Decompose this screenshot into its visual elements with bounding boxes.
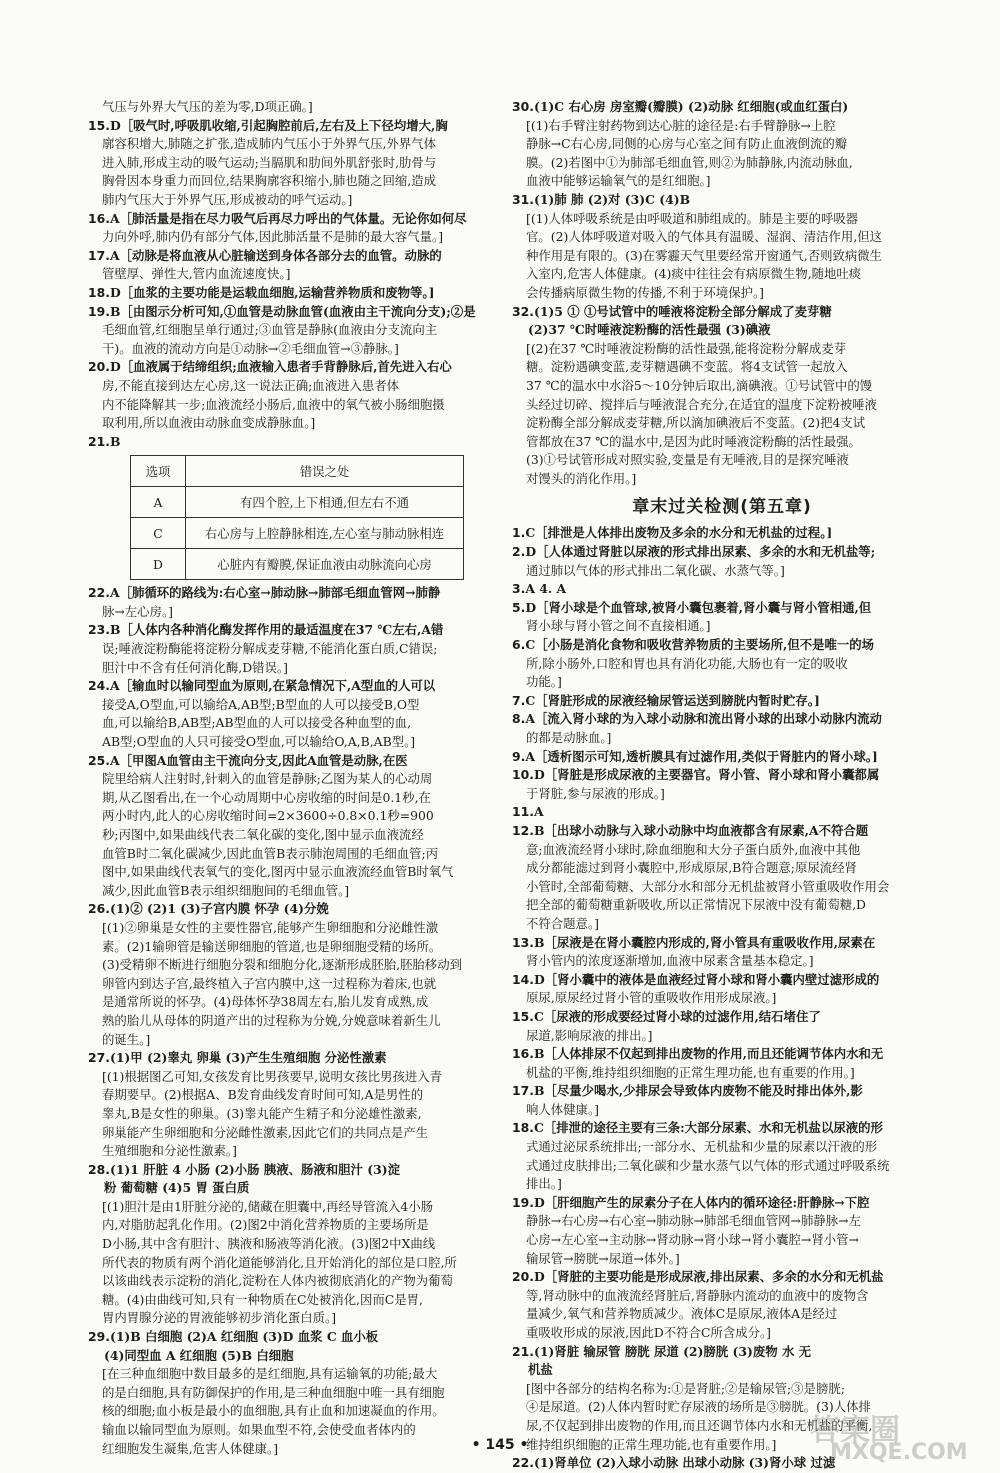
explanation-line: 卵管内到达子宫,最终植入子宫内膜中,这一过程称为着床,也就 [102,975,436,991]
explanation-line: 入室内,危害人体健康。(4)痰中往往会有病原微生物,随地吐痰 [526,266,862,282]
explanation-line: 机盐的平衡,维持组织细胞的正常生理功能,也有重要的作用。] [526,1064,855,1080]
table-cell: 有四个腔,上下相通,但左右不通 [186,487,464,518]
explanation-line: 核的细胞;血小板是最小的血细胞,具有止血和加速凝血的作用。 [102,1403,445,1419]
question-number: 26. [88,901,110,917]
answer-line [88,677,500,696]
explanation-line: 廓容积增大,肺随之扩张,造成肺内气压小于外界气压,外界气体 [102,136,436,152]
explanation-line: 干)。血液的流动方向是①动脉→②毛细血管→③静脉。] [102,340,399,356]
answer-text: (2)37 ℃时唾液淀粉酶的活性最强 (3)碘液 [528,322,771,338]
question-number: 5. [512,599,526,615]
explanation-line: 管都放在37 ℃的温水中,是因为此时唾液淀粉酶的活性最强。 [526,433,861,449]
answer-line [512,1268,932,1287]
explanation-line: 胃内胃腺分泌的胃液能够初步消化蛋白质。] [102,1310,337,1326]
answer-line [88,1347,500,1366]
explanation-line: ④是尿道。(2)人体内暂时贮存尿液的场所是③膀胱。(3)人体排 [526,1399,871,1415]
answer-text: C［尿液的形成要经过肾小球的过滤作用,结石堵住了 [533,1008,821,1024]
question-number: 25. [88,752,110,768]
explanation-line: 淀粉酶全部分解成麦芽糖,所以滴加碘液后不变蓝。(2)把4支试 [526,415,866,431]
explanation-line: 胆汁中不含有任何消化酶,D错误。] [102,659,288,675]
question-number: 19. [88,303,110,319]
explanation-line: 输尿管→膀胱→尿道→体外。] [526,1250,680,1266]
explanation-line: 式通过泌尿系统排出;一部分水、无机盐和少量的尿素以汗液的形 [526,1139,878,1155]
explanation-line: 糖。淀粉遇碘变蓝,麦芽糖遇碘不变蓝。将4支试管一起放入 [526,359,848,375]
table-row [131,518,464,549]
question-number: 9. [512,748,526,764]
explanation-line: (3)受精卵不断进行细胞分裂和细胞分化,逐渐形成胚胎,胚胎移动到 [102,957,462,973]
question-number: 1. [512,525,526,541]
table-cell: C [131,518,186,549]
answer-text: B［尽量少喝水,少排尿会导致体内废物不能及时排出体外,影 [533,1083,863,1099]
explanation-line: 官。(2)人体呼吸道对吸入的气体具有温暖、湿润、清洁作用,但这 [526,229,883,245]
answer-line [88,621,500,640]
answer-text: (1)5 ① ①号试管中的唾液将淀粉全部分解成了麦芽糖 [533,303,832,319]
explanation-line: [(1)人体呼吸系统是由呼吸道和肺组成的。肺是主要的呼吸器 [526,210,859,226]
question-number: 21. [88,433,110,449]
answer-line [88,284,500,303]
answer-text: B [109,433,121,449]
explanation-line: [(1)右手臂注射药物到达心脏的途径是:右手臂静脉→上腔 [526,117,836,133]
answer-text: (1)肺 肺 (2)对 (3)C (4)B [533,191,691,207]
answer-text: A［肺循环的路线为:右心室→肺动脉→肺部毛细血管网→肺静 [109,585,441,601]
answer-line [88,210,500,229]
answer-line [512,1008,932,1027]
answer-line [512,803,932,822]
explanation-line: 不符合题意。] [526,915,599,931]
table-cell: D [131,549,186,580]
answer-text: D［肾小囊中的液体是血液经过肾小球和肾小囊内壁过滤形成的 [533,971,880,987]
question-number: 23. [88,622,110,638]
explanation-line: 进入肺,形成主动的吸气运动;当膈肌和肋间外肌舒张时,肋骨与 [102,154,437,170]
answer-line [512,543,932,562]
answer-line [512,934,932,953]
answer-line [512,1194,932,1213]
question-number: 16. [512,1046,534,1062]
answer-text: A [533,804,544,820]
question-number: 18. [88,284,110,300]
question-number: 8. [512,711,526,727]
question-number: 20. [512,1269,534,1285]
answer-text: D［人体通过肾脏以尿液的形式排出尿素、多余的水和无机盐等; [525,544,876,560]
question-number: 14. [512,971,534,987]
explanation-line: 接受A,O型血,可以输给A,AB型;B型血的人可以接受B,O型 [102,696,420,712]
left-column [88,98,500,1458]
table-header-cell: 错误之处 [186,456,464,487]
answer-text: (1)肾单位 (2)入球小动脉 出球小动脉 (3)肾小球 过滤 [533,1455,836,1471]
explanation-line: 肾小球与肾小管之间不直接相通。] [526,618,711,634]
explanation-line: 头经过切碎、搅拌后与唾液混合充分,在适宜的温度下淀粉被唾液 [526,396,877,412]
answer-line [88,247,500,266]
answer-line [88,1161,500,1180]
explanation-line: 内,对脂肪起乳化作用。(2)图2中消化营养物质的主要场所是 [102,1217,429,1233]
explanation-line: 式通过皮肤排出;二氧化碳和少量水蒸气以气体的形式通过呼吸系统 [526,1157,890,1173]
question-number: 22. [88,585,110,601]
answer-text: (1)② (2)1 (3)子宫内膜 怀孕 (4)分娩 [109,901,329,917]
explanation-line: 是通常所说的怀孕。(4)母体怀孕38周左右,胎儿发育成熟,成 [102,994,429,1010]
answer-text: (1)肾脏 输尿管 膀胱 尿道 (2)膀胱 (3)废物 水 无 [533,1343,812,1359]
answer-line [88,900,500,919]
answer-text: B［人体排尿不仅起到排出废物的作用,而且还能调节体内水和无 [533,1046,884,1062]
answer-line [88,1179,500,1198]
explanation-line: 响人体健康。] [526,1101,599,1117]
answer-text: B［尿液是在肾小囊腔内形成的,肾小管具有重吸收作用,尿素在 [533,934,876,950]
page-number: • 145 • [471,1437,529,1453]
question-number: 10. [512,767,534,783]
explanation-line: 37 ℃的温水中水浴5～10分钟后取出,滴碘液。①号试管中的馒 [526,377,873,393]
explanation-line: 输血以输同型血为原则。如果血型不符,会使受血者体内的 [102,1422,416,1437]
answer-line [88,1049,500,1068]
watermark-url: MXQE.COM [830,1440,968,1465]
answer-21-table [130,455,464,580]
answer-line [512,748,932,767]
answer-text: B［人体内各种消化酶发挥作用的最适温度在37 ℃左右,A错 [109,622,444,638]
table-row [131,487,464,518]
question-number: 12. [512,822,534,838]
answer-line [88,752,500,771]
explanation-line: 心房→左心室→主动脉→肾动脉→肾小球→肾小囊腔→肾小管→ [526,1232,859,1248]
answer-text: C［小肠是消化食物和吸收营养物质的主要场所,但不是唯一的场 [525,637,875,653]
question-number: 20. [88,359,110,375]
question-number: 17. [512,1083,534,1099]
table-cell: 右心房与上腔静脉相连,左心室与肺动脉相连 [186,518,464,549]
explanation-line: 会传播病原微生物的传播,不利于环境保护。] [526,284,764,300]
question-number: 21. [512,1343,534,1359]
answer-text: C［肾脏形成的尿液经输尿管运送到膀胱内暂时贮存。] [525,692,820,708]
explanation-line: 脉→左心房。] [102,603,173,619]
question-number: 27. [88,1050,110,1066]
explanation-line: 小管时,全部葡萄糖、大部分水和部分无机盐被肾小管重吸收作用会 [526,878,890,894]
question-number: 2. [512,544,526,560]
question-number: 7. [512,692,526,708]
table-row [131,549,464,580]
question-number: 6. [512,637,526,653]
explanation-line: 素。(2)1输卵管是输送卵细胞的管道,也是卵细胞受精的场所。 [102,938,442,954]
answer-text: D［肾小球是个血管球,被肾小囊包裹着,肾小囊与肾小管相通,但 [525,599,872,615]
explanation-line: 血,可以输给B,AB型;AB型血的人可以接受各种血型的血, [102,715,412,731]
answer-text: D［血浆的主要功能是运载血细胞,运输营养物质和废物等。] [109,284,435,300]
explanation-line: 重吸收形成的尿液,因此D不符合C所含成分。] [526,1325,772,1340]
explanation-line: [在三种血细胞中数目最多的是红细胞,具有运输氧的功能;最大 [102,1366,438,1382]
answer-line [512,822,932,841]
answer-text: D［肝细胞产生的尿素分子在人体内的循环途径:肝静脉→下腔 [533,1194,870,1210]
explanation-line: 秒;丙图中,如果曲线代表二氧化碳的变化,图中显示血液流经 [102,827,424,842]
answer-text: (1)B 白细胞 (2)A 红细胞 (3)D 血浆 C 血小板 [109,1329,379,1345]
answer-line [512,692,932,711]
explanation-line: [(1)②卵巢是女性的主要性器官,能够产生卵细胞和分泌雌性激 [102,919,439,935]
table-cell: 心脏内有瓣膜,保证血液由动脉流向心房 [186,549,464,580]
explanation-line: 等,肾动脉中的血液流经肾脏后,肾静脉内流动的血液中的废物含 [526,1287,869,1303]
explanation-line: 糖。(4)由曲线可知,只有一种物质在C处被消化,因而C是胃, [102,1291,423,1307]
explanation-line: 减少,因此血管B表示组织细胞间的毛细血管。] [102,882,350,898]
explanation-line: (3)①号试管形成对照实验,变量是有无唾液,目的是探究唾液 [526,452,849,468]
answer-text: (1)甲 (2)睾丸 卵巢 (3)产生生殖细胞 分泌性激素 [109,1050,387,1066]
answer-line [88,358,500,377]
explanation-line: 房,不能直接到达左心房,这一说法正确;血液进入患者体 [102,377,400,393]
explanation-line: 静脉→C右心房,同侧的心房与心室之间有防止血液倒流的瓣 [526,136,848,152]
question-number: 32. [512,303,534,319]
answer-text: (4)同型血 A 红细胞 (5)B 白细胞 [104,1347,294,1363]
question-number: 15. [88,117,110,133]
question-number: 15. [512,1008,534,1024]
explanation-line: 以该曲线表示淀粉的消化,淀粉在人体内被彻底消化的产物为葡萄 [102,1273,453,1289]
explanation-line: 误;唾液淀粉酶能将淀粉分解成麦芽糖,不能消化蛋白质,C错误; [102,641,438,657]
explanation-line: 毛细血管,红细胞呈单行通过;③血管是静脉(血液由分支流向主 [102,322,438,338]
explanation-line: 的是白细胞,具有防御保护的作用,是三种血细胞中唯一具有细胞 [102,1384,445,1400]
explanation-line: 肾小管内的浓度逐渐增加,血液中尿素含量基本稳定。] [526,953,814,969]
watermark-logo: 答案圈 [810,1413,900,1448]
explanation-line: 两小时内,此人的心房收缩时间=2×3600÷0.8×0.1秒=900 [102,808,434,824]
explanation-line: 意;血液流经肾小球时,除血细胞和大分子蛋白质外,血液中其他 [526,841,861,857]
explanation-line: 尿,不仅起到排出废物的作用,而且还调节体内水和无机盐的平衡, [526,1417,873,1433]
question-number: 11. [512,804,534,820]
explanation-line: 成分都能滤过到肾小囊腔中,形成原尿,B符合题意;原尿流经肾 [526,860,857,876]
answer-line [88,1328,500,1347]
answer-text: D［肾脏是形成尿液的主要器官。肾小管、肾小球和肾小囊都属 [533,767,880,783]
explanation-line: AB型;O型血的人只可接受O型血,可以输给O,A,B,AB型。] [102,734,416,750]
explanation-line: 红细胞发生凝集,危害人体健康。] [102,1440,279,1456]
answer-line [512,191,932,210]
explanation-line: 的都是动脉血。] [526,730,612,745]
explanation-line: 睾丸,B是女性的卵巢。(3)睾丸能产生精子和分泌雄性激素, [102,1105,422,1121]
answer-line [512,766,932,785]
table-cell: A [131,487,186,518]
answer-line [512,636,932,655]
explanation-line: 排出。] [526,1176,562,1192]
answer-text: A［动脉是将血液从心脏输送到身体各部分去的血管。动脉的 [109,247,442,263]
explanation-line: 生殖细胞和分泌性激素。] [102,1143,237,1159]
question-number: 28. [88,1161,110,1177]
explanation-line: 对馒头的消化作用。] [526,470,637,486]
question-number: 24. [88,678,110,694]
explanation-line: 肺内气压大于外界气压,形成被动的呼气运动。] [102,191,353,207]
answer-text: C［排泄是人体排出废物及多余的水分和无机盐的过程。] [525,525,833,541]
answer-line [512,1045,932,1064]
section-title: 章末过关检测(第五章) [632,497,812,518]
answer-line [512,599,932,618]
explanation-line: 于肾脏,参与尿液的形成。] [526,785,665,801]
answer-line [512,971,932,990]
answer-line [512,98,932,117]
answer-line [88,433,500,452]
explanation-line: 血管B时二氧化碳减少,因此血管B表示肺泡周围的毛细血管;丙 [102,845,439,861]
explanation-line: 图中,如果曲线代表氧气的变化,图丙中显示血液流经血管B时氧气 [102,864,454,880]
answer-text: C［排泄的途径主要有三条:大部分尿素、水和无机盐以尿液的形 [533,1120,883,1136]
question-number: 22. [512,1455,534,1471]
question-number: 17. [88,247,110,263]
answer-line [512,1082,932,1101]
question-number: 29. [88,1329,110,1345]
answer-text: 粉 葡萄糖 (4)5 胃 蛋白质 [104,1180,250,1196]
answer-text: D［吸气时,呼吸肌收缩,引起胸腔前后,左右及上下径均增大,胸 [109,117,448,133]
question-number: 3. [512,581,526,597]
answer-text: A［甲图A血管由主干流向分支,因此A血管是动脉,在医 [109,752,408,768]
answer-line [512,524,932,543]
answer-line [88,303,500,322]
explanation-line: 胸骨因本身重力而回位,结果胸廓容积缩小,肺也随之回缩,造成 [102,173,436,189]
answer-line [512,580,932,599]
answer-text: 机盐 [528,1362,553,1378]
question-number: 19. [512,1194,534,1210]
answer-line [88,584,500,603]
explanation-line: 熟的胎儿从母体的阴道产出的过程称为分娩,分娩意味着新生儿 [102,1012,441,1028]
explanation-line: 功能。] [526,674,562,690]
explanation-line: 力向外呼,肺内仍有部分气体,因此肺活量不是肺的最大容气量。] [102,229,444,245]
explanation-line: 通过肺以气体的形式排出二氧化碳、水蒸气等。] [526,562,785,578]
explanation-line: 院里给病人注射时,针刺入的血管是静脉;乙图为某人的心动周 [102,771,433,787]
explanation-line: 卵巢能产生卵细胞和分泌雌性激素,因此它们的共同点是产生 [102,1124,429,1140]
table-header-cell: 选项 [131,456,186,487]
answer-text: A［透析图示可知,透析膜具有过滤作用,类似于肾脏内的肾小球。] [525,748,878,764]
answer-text: (1)C 右心房 房室瓣(瓣膜) (2)动脉 红细胞(或血红蛋白) [533,99,849,114]
question-number: 16. [88,210,110,226]
answer-line [512,1343,932,1362]
answer-line [512,321,932,340]
explanation-line: 静脉→右心房→右心室→肺动脉→肺部毛细血管网→肺静脉→左 [526,1213,861,1229]
answer-text: D［血液属于结缔组织;血液输入患者手背静脉后,首先进入右心 [109,359,452,375]
explanation-line: 把全部的葡萄糖重新吸收,所以正常情况下尿液中没有葡萄糖,D [526,897,866,913]
answer-text: A［输血时以输同型血为原则,在紧急情况下,A型血的人可以 [109,678,436,694]
explanation-line: 的诞生。] [102,1031,151,1047]
explanation-line: 血液中能够运输氧气的是红细胞。] [526,173,711,189]
answer-line [512,710,932,729]
explanation-line: 取利用,所以血液由动脉血变成静脉血。] [102,415,316,431]
explanation-line: 期,从乙图看出,在一个心动周期中心房收缩的时间是0.1秒,在 [102,789,431,805]
explanation-line: 内不能降解其一步;血液流经小肠后,血液中的氧气被小肠细胞摄 [102,396,445,412]
explanation-line: 尿道,影响尿液的排出。] [526,1027,653,1043]
explanation-line: [图中各部分的结构名称为:①是肾脏;②是输尿管;③是膀胱; [526,1380,845,1396]
explanation-line: 原尿,原尿经过肾小管的重吸收作用形成尿液。] [526,990,777,1006]
answer-line [88,117,500,136]
explanation-line: [(1)胆汁是由1肝脏分泌的,储藏在胆囊中,再经导管流入4小肠 [102,1198,434,1214]
explanation-line: 量减少,氧气和营养物质减少。液体C是原尿,液体A是经过 [526,1306,838,1322]
explanation-line: 所,除小肠外,口腔和胃也具有消化功能,大肠也有一定的吸收 [526,655,848,671]
question-number: 13. [512,934,534,950]
answer-text: (1)1 肝脏 4 小肠 (2)小肠 胰液、肠液和胆汁 (3)淀 [109,1161,400,1177]
answer-text: B［由图示分析可知,①血管是动脉血管(血液由主干流向分支);②是 [109,303,476,319]
answer-text: D［肾脏的主要功能是形成尿液,排出尿素、多余的水分和无机盐 [533,1269,884,1285]
answer-line [512,303,932,322]
answer-text: A 4. A [525,581,567,597]
explanation-line: [(2)在37 ℃时唾液淀粉酶的活性最强,能将淀粉分解成麦芽 [526,340,847,356]
answer-text: B［出球小动脉与入球小动脉中均血液都含有尿素,A不符合题 [533,822,869,838]
explanation-line: 春期要早。(2)根据A、B发育曲线发育时间可知,A是男性的 [102,1087,424,1103]
answer-line [512,1361,932,1380]
question-number: 31. [512,191,534,207]
question-number: 30. [512,99,534,114]
explanation-line: 种作用是有限的。(3)在雾霾天气里要经常开窗通气,否则致病微生 [526,247,883,263]
explanation-line: [(1)根据图乙可知,女孩发育比男孩要早,说明女孩比男孩进入青 [102,1068,443,1084]
explanation-line: 维持组织细胞的正常生理功能,也有重要作用。] [526,1436,777,1452]
explanation-line: 膜。(2)若图中①为肺部毛细血管,则②为肺静脉,内流动脉血, [526,154,853,170]
explanation-line: D小肠,其中含有胆汁、胰液和肠液等消化液。(3)图2中X曲线 [102,1236,436,1252]
explanation-line: 管壁厚、弹性大,管内血流速度快。] [102,266,291,282]
answer-line [512,1119,932,1138]
right-column [512,98,932,1473]
explanation-line: 气压与外界大气压的差为零,D项正确。] [102,99,313,114]
explanation-line: 所代表的物质有两个消化道能够消化,且开始消化的部位是口腔,所 [102,1254,457,1270]
question-number: 18. [512,1120,534,1136]
answer-text: A［流入肾小球的为入球小动脉和流出肾小球的出球小动脉内流动 [525,711,882,727]
answer-text: A［肺活量是指在尽力吸气后再尽力呼出的气体量。无论你如何尽 [109,210,467,226]
